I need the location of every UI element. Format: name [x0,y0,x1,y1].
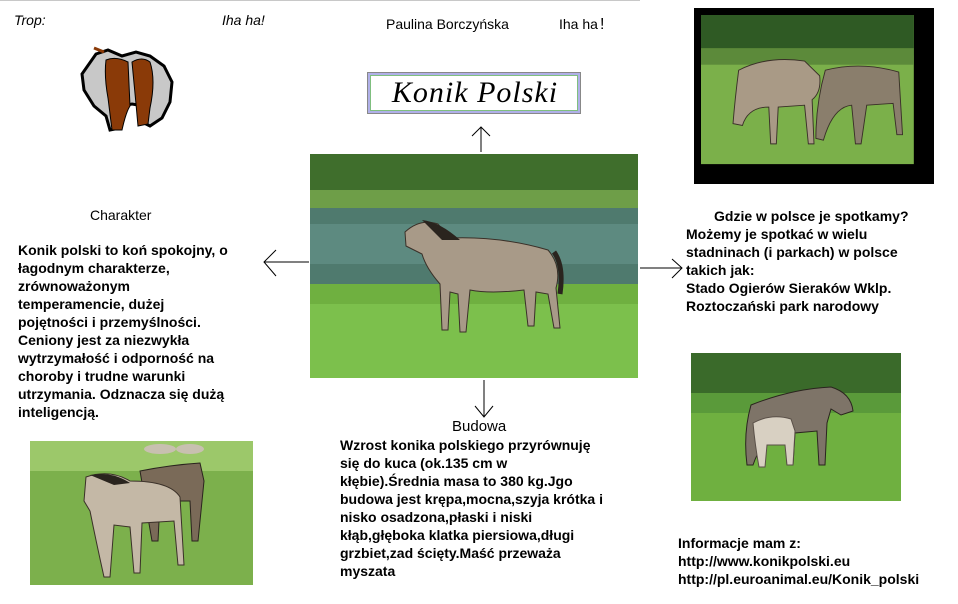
grazing-horses-photo [694,8,934,184]
budowa-line: kłąb,głęboka klatka piersiowa,długi [340,527,575,543]
gdzie-line: stadninach (i parkach) w polsce [686,244,898,260]
gdzie-line: Stado Ogierów Sieraków Wklp. [686,280,892,296]
charakter-line: łagodnym charakterze, [18,260,170,276]
gdzie-line: takich jak: [686,262,755,278]
right-exclaim: Iha ha ! [559,16,605,33]
charakter-line: choroby i trudne warunki [18,368,186,384]
budowa-line: grzbiet,zad ścięty.Maść przeważa [340,545,561,561]
charakter-heading: Charakter [90,207,152,223]
charakter-text [18,241,268,421]
charakter-line: Konik polski to koń spokojny, o [18,242,228,258]
page-title: Konik Polski [391,76,559,109]
center-horse-photo [310,154,638,378]
charakter-line: pojętności i przemyślności. [18,314,201,330]
budowa-line: nisko osadzona,płaski i niski [340,509,533,525]
mare-foal-photo [691,353,901,501]
gdzie-heading: Gdzie w polsce je spotkamy? [714,208,909,224]
budowa-line: kłębie).Średnia masa to 380 kg.Jgo [340,473,573,489]
budowa-line: budowa jest krępa,mocna,szyja krótka i [340,491,603,507]
source-link[interactable]: http://www.konikpolski.eu [678,553,851,569]
gdzie-line: Możemy je spotkać w wielu [686,226,868,242]
charakter-line: zrównoważonym [18,278,131,294]
budowa-line: się do kuca (ok.135 cm w [340,455,508,471]
source-link[interactable]: http://pl.euroanimal.eu/Konik_polski [678,571,920,587]
budowa-heading: Budowa [452,418,507,435]
charakter-line: wytrzymałość i odporność na [18,350,215,366]
author-name: Paulina Borczyńska [386,16,509,32]
charakter-line: inteligencją. [18,404,99,420]
sources-links [678,552,956,588]
left-exclaim: Iha ha! [222,12,265,28]
charakter-line: Ceniony jest za niezwykła [18,332,190,348]
charakter-line: utrzymania. Odznacza się dużą [18,386,225,402]
budowa-line: myszata [340,563,396,579]
trop-label: Trop: [14,12,46,28]
budowa-line: Wzrost konika polskiego przyrównuję [340,437,591,453]
gdzie-line: Roztoczański park narodowy [686,298,879,314]
budowa-text [340,436,652,580]
charakter-line: temperamencie, dużej [18,296,165,312]
sources-heading: Informacje mam z: [678,535,801,551]
gdzie-text [686,225,946,315]
field-horses-photo [30,441,253,585]
